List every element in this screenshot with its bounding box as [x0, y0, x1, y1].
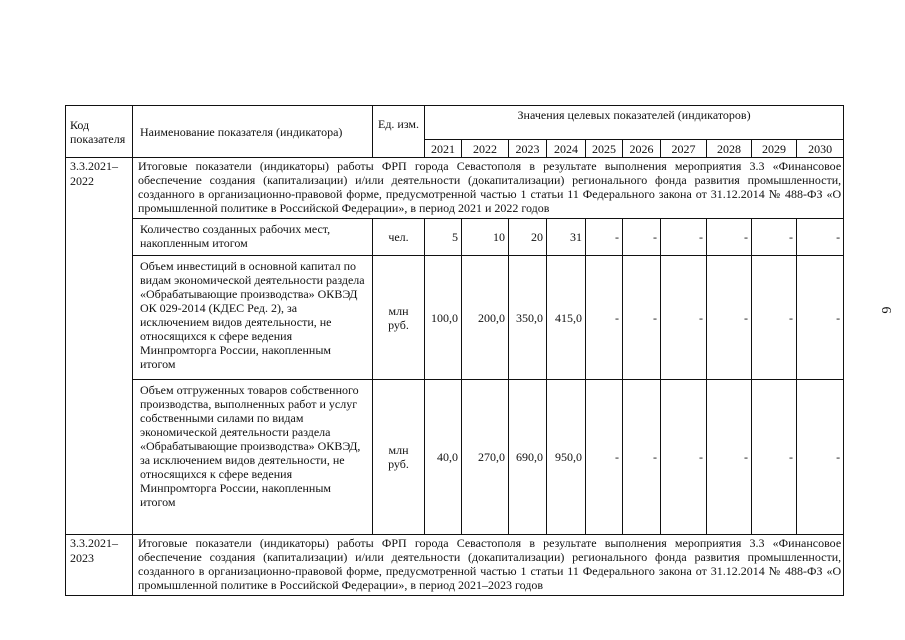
indicator-value: -	[797, 219, 844, 256]
indicator-name: Количество созданных рабочих мест, накопленным итогом	[133, 219, 373, 256]
indicator-value: 100,0	[425, 256, 462, 380]
indicator-value: 270,0	[462, 380, 509, 535]
year-header: 2029	[752, 140, 797, 158]
indicator-value: 5	[425, 219, 462, 256]
year-header: 2023	[509, 140, 547, 158]
indicator-value: -	[752, 256, 797, 380]
indicators-table	[65, 105, 844, 596]
indicator-value: -	[707, 256, 752, 380]
indicator-value: -	[707, 219, 752, 256]
section-title-row	[66, 158, 844, 219]
section-title: Итоговые показатели (индикаторы) работы ФРП города Севастополя в результате выполнения мероприятия 3.3 «Финансовое обеспечение создания (капитализации) и/или деятельности (докапитализации) регионального фонда развития промышленности, созданного в организационно-правовой форме, предусмотренной частью 1 статьи 11 Федерального закона от 31.12.2014 № 488-ФЗ «О промышленной политике в Российской Федерации», в период 2021 и 2022 годов	[133, 158, 844, 219]
indicator-value: -	[797, 380, 844, 535]
indicator-name: Объем отгруженных товаров собственного производства, выполненных работ и услуг собственными силами по видам экономической деятельности раздела «Обрабатывающие производства» ОКВЭД, за исключением видов деятельности, не относящихся к сфере ведения Минпромторга России, накопленным итогом	[133, 380, 373, 535]
table-body	[66, 158, 844, 596]
indicator-value: -	[586, 219, 623, 256]
year-header: 2025	[586, 140, 623, 158]
indicator-value: 20	[509, 219, 547, 256]
indicator-value: -	[623, 256, 661, 380]
header-values-group	[425, 106, 844, 140]
indicator-value: -	[752, 380, 797, 535]
indicator-value: 350,0	[509, 256, 547, 380]
indicator-value: -	[661, 256, 707, 380]
indicator-value: -	[586, 256, 623, 380]
section-code: 3.3.2021– 2023	[66, 535, 133, 596]
indicator-value: -	[661, 219, 707, 256]
indicator-value: 10	[462, 219, 509, 256]
table-row	[66, 256, 844, 380]
table-header-row	[66, 106, 844, 140]
year-header: 2028	[707, 140, 752, 158]
year-header: 2024	[547, 140, 586, 158]
indicator-unit: млн руб.	[373, 256, 425, 380]
indicator-value: -	[752, 219, 797, 256]
header-name: Наименование показателя (индикатора)	[133, 106, 373, 158]
table-row	[66, 380, 844, 535]
indicator-value: -	[623, 380, 661, 535]
year-header: 2026	[623, 140, 661, 158]
indicator-value: -	[586, 380, 623, 535]
indicator-value: -	[797, 256, 844, 380]
section-code: 3.3.2021– 2022	[66, 158, 133, 535]
header-unit: Ед. изм.	[373, 106, 425, 158]
indicator-value: 690,0	[509, 380, 547, 535]
indicator-value: -	[661, 380, 707, 535]
indicator-value: 950,0	[547, 380, 586, 535]
year-header: 2030	[797, 140, 844, 158]
table-row	[66, 219, 844, 256]
indicator-unit: чел.	[373, 219, 425, 256]
indicator-value: 31	[547, 219, 586, 256]
year-header: 2021	[425, 140, 462, 158]
values-group-label: Значения целевых показателей (индикаторов)	[517, 108, 751, 122]
indicator-value: -	[623, 219, 661, 256]
indicator-unit: млн руб.	[373, 380, 425, 535]
indicator-name: Объем инвестиций в основной капитал по видам экономической деятельности раздела «Обрабатывающие производства» ОКВЭД ОК 029-2014 (КДЕС Ред. 2), за исключением видов деятельности, не относящихся к сфере ведения Минпромторга России, накопленным итогом	[133, 256, 373, 380]
indicator-value: 415,0	[547, 256, 586, 380]
indicator-value: 200,0	[462, 256, 509, 380]
year-header: 2022	[462, 140, 509, 158]
section-title-row	[66, 535, 844, 596]
year-header: 2027	[661, 140, 707, 158]
section-title: Итоговые показатели (индикаторы) работы ФРП города Севастополя в результате выполнения мероприятия 3.3 «Финансовое обеспечение создания (капитализации) и/или деятельности (докапитализации) регионального фонда развития промышленности, созданного в организационно-правовой форме, предусмотренной частью 1 статьи 11 Федерального закона от 31.12.2014 № 488-ФЗ «О промышленной политике в Российской Федерации», в период 2021–2023 годов	[133, 535, 844, 596]
indicator-value: 40,0	[425, 380, 462, 535]
page-number: 6	[878, 306, 893, 314]
indicator-value: -	[707, 380, 752, 535]
header-code: Код показателя	[66, 106, 133, 158]
